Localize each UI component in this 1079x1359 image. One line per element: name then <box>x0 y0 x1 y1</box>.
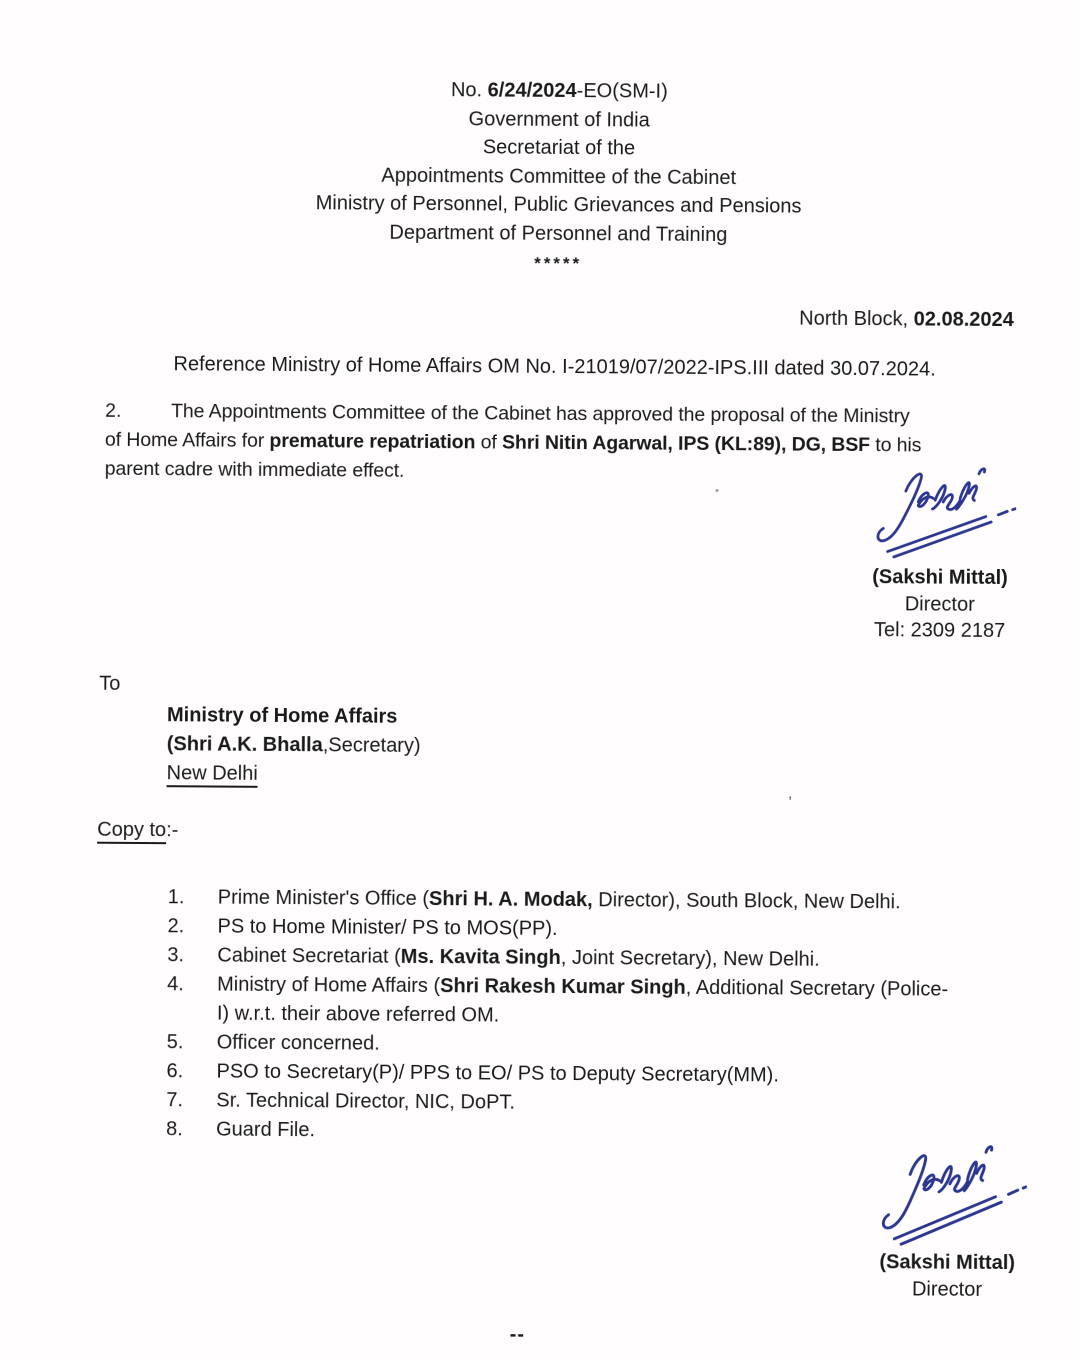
copy-item-text <box>217 971 1027 1035</box>
asterisk-separator: ***** <box>534 253 583 274</box>
signature-block-bottom <box>847 1144 1048 1303</box>
paragraph-2-text-1: The Appointments Committee of the Cabinet has approved the proposal of the Ministry <box>171 400 910 428</box>
paragraph-number: 2. <box>105 399 122 422</box>
copy-item-text-part: Cabinet Secretariat ( <box>217 944 401 968</box>
copy-item-number: 3. <box>167 944 185 967</box>
copy-item-bold-name: Shri H. A. Modak, <box>428 888 593 912</box>
paragraph-2-text-2a: of Home Affairs for <box>104 428 270 452</box>
file-number: 6/24/2024 <box>487 79 577 103</box>
dateline-date: 02.08.2024 <box>913 308 1014 332</box>
copy-item-number: 6. <box>166 1060 184 1083</box>
signature-block-top <box>840 464 1041 645</box>
copy-item-bold-name: Ms. Kavita Singh <box>400 945 561 969</box>
copy-item-number: 7. <box>166 1089 184 1112</box>
addressee-organization: Ministry of Home Affairs <box>166 704 398 728</box>
copy-to-heading <box>97 819 178 843</box>
copy-item-number: 4. <box>167 973 184 996</box>
copy-item-text-part: Director), South Block, New Delhi. <box>592 889 901 914</box>
addressee-person-name: (Shri A.K. Bhalla <box>166 733 323 757</box>
paragraph-2-line-3: parent cadre with immediate effect. <box>104 457 405 482</box>
signature-handwritten-icon <box>864 464 1017 563</box>
copy-item-text-part: Prime Minister's Office ( <box>217 886 430 911</box>
copy-item-text-part: , Joint Secretary), New Delhi. <box>560 946 820 971</box>
copy-item-text-part: PS to Home Minister/ PS to MOS(PP). <box>217 915 558 940</box>
reference-line: Reference Ministry of Home Affairs OM No. I-21019/07/2022-IPS.III dated 30.07.2024. <box>173 353 936 381</box>
letterhead-line-secretariat: Secretariat of the <box>482 136 636 160</box>
letterhead-line-dopt: Department of Personnel and Training <box>389 221 728 246</box>
to-label: To <box>99 672 121 695</box>
signatory-title: Director <box>904 592 975 616</box>
signatory-name: (Sakshi Mittal) <box>872 566 1008 590</box>
copy-item-text-part: PSO to Secretary(P)/ PPS to EO/ PS to Deputy Secretary(MM). <box>216 1060 779 1087</box>
addressee-person <box>167 733 421 758</box>
signature-ink <box>880 1145 1028 1245</box>
scan-artifact-dot <box>716 489 719 492</box>
letterhead-line-govt: Government of India <box>468 107 650 132</box>
scan-artifact-mark: ’ <box>788 793 792 811</box>
letterhead-line-acc: Appointments Committee of the Cabinet <box>381 164 737 189</box>
letterhead <box>38 73 1079 282</box>
copy-item-number: 2. <box>167 915 185 938</box>
signatory-title: Director <box>911 1277 983 1301</box>
signatory-name: (Sakshi Mittal) <box>879 1251 1016 1275</box>
copy-to-list <box>166 883 1028 1150</box>
signature-handwritten-icon <box>865 1141 1030 1251</box>
paragraph-2-text-2b: of <box>475 431 503 454</box>
copy-item-text-part: Ministry of Home Affairs ( <box>217 973 441 998</box>
signatory-telephone: Tel: 2309 2187 <box>873 619 1006 643</box>
copy-item-text-part: Guard File. <box>216 1118 316 1142</box>
copy-item-text-part: Officer concerned. <box>216 1031 380 1055</box>
dateline-place: North Block, <box>799 307 914 331</box>
copy-item-number: 8. <box>166 1118 183 1141</box>
page-footer-mark: -- <box>509 1323 526 1346</box>
file-number-prefix: No. <box>450 79 488 102</box>
copy-item-number: 1. <box>167 886 185 909</box>
copy-item-4 <box>167 970 1027 1034</box>
addressee-city-text: New Delhi <box>167 762 258 788</box>
copy-to-heading-text: Copy to <box>97 819 166 844</box>
letterhead-line-ministry: Ministry of Personnel, Public Grievances and Pensions <box>315 192 802 218</box>
paragraph-2-bold-officer: Shri Nitin Agarwal, IPS (KL:89), DG, BSF <box>501 431 871 457</box>
addressee-city <box>167 762 258 786</box>
dateline <box>0 302 1014 332</box>
copy-item-text-part: I) w.r.t. their above referred OM. <box>216 1002 500 1027</box>
addressee-person-role: ,Secretary) <box>322 734 421 757</box>
paragraph-2-text-2c: to his <box>869 434 922 457</box>
copy-item-number: 5. <box>166 1031 184 1054</box>
file-number-suffix: -EO(SM-I) <box>576 80 668 103</box>
copy-item-text-part: , Additional Secretary (Police- <box>685 976 949 1001</box>
copy-item-text-part: Sr. Technical Director, NIC, DoPT. <box>216 1089 516 1114</box>
paragraph-2-bold-repatriation: premature repatriation <box>269 429 476 454</box>
copy-item-bold-name: Shri Rakesh Kumar Singh <box>440 975 686 999</box>
signature-ink <box>878 468 1016 558</box>
copy-to-heading-punct: :- <box>166 819 179 842</box>
